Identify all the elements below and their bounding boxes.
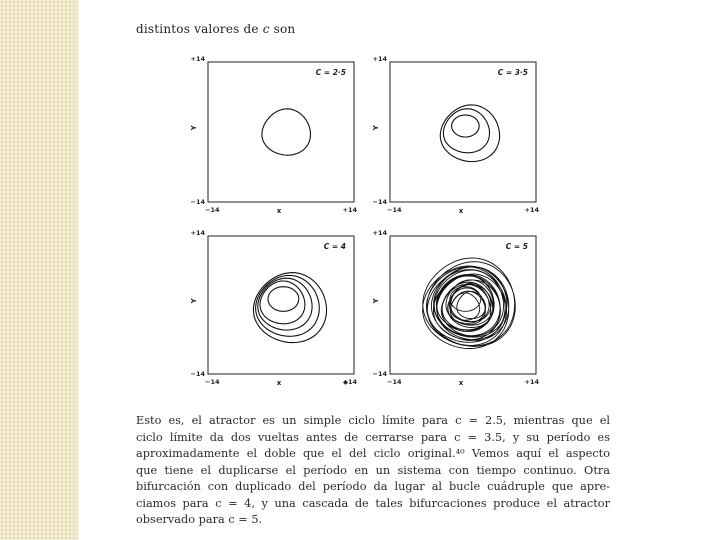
tick-ymax-3: +14 bbox=[190, 229, 205, 237]
attractor-curve-1 bbox=[262, 109, 311, 155]
tick-ymin-3: −14 bbox=[190, 370, 205, 378]
paragraph-line-3: aproximadamente el doble que el del ciclo original.⁴⁰ Vemos aquí el aspecto bbox=[136, 447, 610, 460]
paragraph-line-1: Esto es, el atractor es un simple ciclo límite para c = 2.5, mientras que el bbox=[136, 414, 610, 427]
x-axis-label-1: x bbox=[276, 207, 282, 215]
panel-label-3: C = 4 bbox=[323, 242, 346, 251]
tick-ymin-1: −14 bbox=[190, 198, 205, 206]
y-axis-label-3: Y bbox=[190, 298, 198, 304]
x-axis-label-4: x bbox=[458, 379, 464, 387]
tick-xmin-4: −14 bbox=[387, 378, 402, 386]
panel-frame-2 bbox=[390, 62, 536, 202]
tick-xmin-2: −14 bbox=[387, 206, 402, 214]
tick-ymax-1: +14 bbox=[190, 55, 205, 63]
panel-frame-3 bbox=[208, 236, 354, 374]
paragraph-line-5: bifurcación con duplicado del período da lugar al bucle cuádruple que apre- bbox=[136, 480, 610, 493]
panel-label-1: C = 2·5 bbox=[315, 68, 346, 77]
intro-end: son bbox=[273, 22, 296, 36]
body-paragraph bbox=[136, 413, 610, 529]
attractor-curve-4 bbox=[423, 258, 516, 349]
tick-xmax-2: +14 bbox=[524, 206, 539, 214]
intro-text: distintos valores de bbox=[136, 22, 259, 36]
tick-xmin-1: −14 bbox=[205, 206, 220, 214]
y-axis-label-4: Y bbox=[372, 298, 380, 304]
panel-label-2: C = 3·5 bbox=[497, 68, 528, 77]
x-axis-label-3: x bbox=[276, 379, 282, 387]
tick-xmin-3: −14 bbox=[205, 378, 220, 386]
paragraph-line-2: ciclo límite da dos vueltas antes de cerrarse para c = 3.5, y su período es bbox=[136, 430, 610, 444]
panel-label-4: C = 5 bbox=[505, 242, 528, 251]
tick-ymin-2: −14 bbox=[372, 198, 387, 206]
paragraph-line-6: ciamos para c = 4, y una cascada de tales bifurcaciones produce el atractor bbox=[136, 496, 610, 510]
y-axis-label-1: Y bbox=[190, 125, 198, 131]
intro-variable: c bbox=[262, 22, 270, 36]
tick-ymax-2: +14 bbox=[372, 55, 387, 63]
panel-frame-4 bbox=[390, 236, 536, 374]
tick-xmax-1: +14 bbox=[342, 206, 357, 214]
tick-xmax-4: +14 bbox=[524, 378, 539, 386]
y-axis-label-2: Y bbox=[372, 125, 380, 131]
attractor-curve-2 bbox=[440, 105, 499, 162]
x-axis-label-2: x bbox=[458, 207, 464, 215]
attractor-curve-3 bbox=[253, 273, 326, 343]
panel-frame-1 bbox=[208, 62, 354, 202]
tick-ymin-4: −14 bbox=[372, 370, 387, 378]
tick-ymax-4: +14 bbox=[372, 229, 387, 237]
paragraph-line-4: que tiene el duplicarse el período en un sistema con tiempo continuo. Otra bbox=[136, 463, 610, 477]
paragraph-line-7: observado para c = 5. bbox=[136, 513, 263, 526]
tick-xmax-3: ◆14 bbox=[342, 378, 357, 386]
